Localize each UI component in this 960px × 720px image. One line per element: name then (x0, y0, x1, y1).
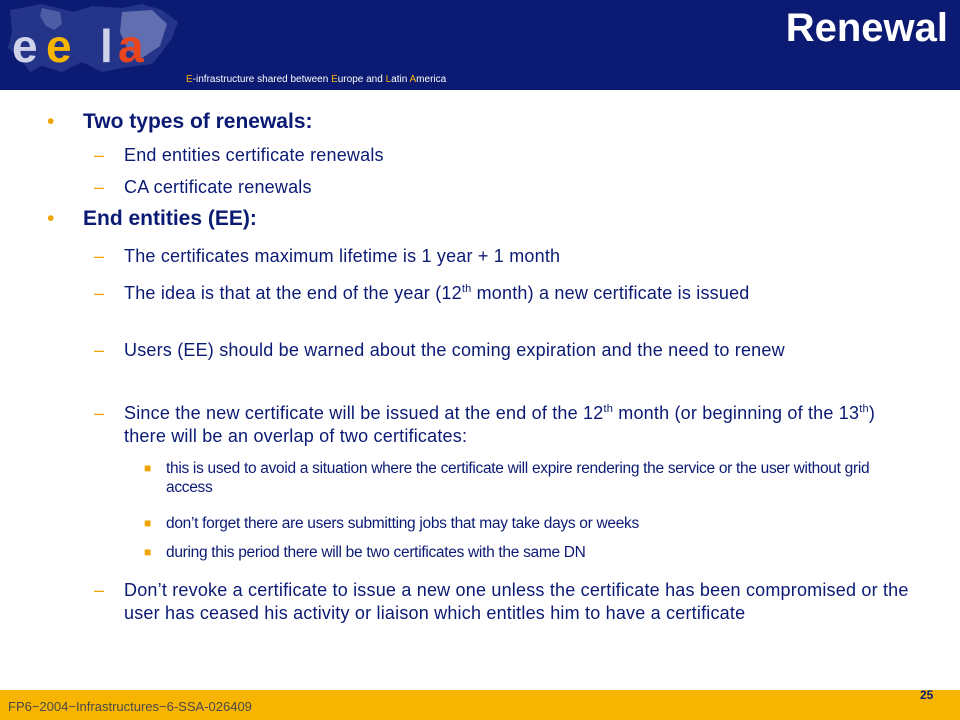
svg-text:a: a (118, 20, 144, 72)
tagline-part: L (385, 74, 392, 85)
bullet-text-segment: month) a new certificate is issued (471, 283, 750, 303)
header-bar (0, 0, 960, 90)
tagline-part: urope and (337, 74, 386, 85)
bullet-level-2 (94, 339, 914, 362)
bullet-level-2 (94, 176, 914, 199)
bullet-marker: • (47, 207, 55, 230)
bullet-text-segment: Since the new certificate will be issued at the end of the 12 (124, 403, 604, 423)
tagline (186, 74, 446, 85)
bullet-text: during this period there will be two certificates with the same DN (166, 544, 586, 561)
bullet-level-1 (47, 110, 313, 134)
bullet-level-2 (94, 282, 914, 305)
bullet-text: End entities (EE): (83, 207, 257, 230)
svg-text:e: e (12, 20, 38, 72)
bullet-level-2 (94, 144, 914, 167)
superscript: th (603, 403, 614, 415)
bullet-level-3 (144, 459, 906, 497)
bullet-level-3 (144, 514, 906, 533)
bullet-text: Users (EE) should be warned about the coming expiration and the need to renew (124, 340, 785, 360)
bullet-marker: – (94, 145, 105, 165)
page-number: 25 (920, 688, 934, 702)
bullet-level-2 (94, 402, 914, 448)
superscript: th (461, 283, 472, 295)
svg-text:l: l (100, 20, 113, 72)
tagline-part: atin (391, 74, 410, 85)
tagline-part: E (186, 74, 193, 85)
bullet-level-2 (94, 245, 914, 268)
bullet-level-2 (94, 579, 914, 625)
bullet-marker: – (94, 246, 105, 266)
bullet-marker: ■ (144, 545, 151, 559)
bullet-marker: – (94, 283, 105, 303)
bullet-marker: • (47, 110, 55, 133)
bullet-text: this is used to avoid a situation where the certificate will expire rendering the service or the user without grid access (166, 460, 870, 496)
bullet-text: Don’t revoke a certificate to issue a new one unless the certificate has been compromised or the user has ceased his activity or liaison which entitles him to have a certificate (124, 580, 909, 623)
bullet-text-segment: month (or beginning of the 13 (613, 403, 860, 423)
svg-text:e: e (46, 20, 72, 72)
bullet-text-segment: ) there will be an overlap of two certificates: (124, 403, 876, 446)
bullet-marker: – (94, 403, 105, 423)
slide-title: Renewal (785, 6, 948, 50)
bullet-text: don’t forget there are users submitting jobs that may take days or weeks (166, 515, 639, 532)
eela-logo-icon (2, 2, 187, 76)
tagline-part: A (409, 74, 417, 85)
bullet-level-3 (144, 543, 906, 562)
bullet-text-segment: The idea is that at the end of the year (12 (124, 283, 462, 303)
bullet-text: CA certificate renewals (124, 177, 312, 197)
bullet-marker: – (94, 580, 105, 600)
footer-project-code: FP6−2004−Infrastructures−6-SSA-026409 (8, 699, 252, 714)
bullet-text: The certificates maximum lifetime is 1 year + 1 month (124, 246, 561, 266)
bullet-level-1 (47, 207, 257, 231)
bullet-text: Two types of renewals: (83, 110, 313, 133)
bullet-marker: ■ (144, 461, 151, 475)
tagline-part: -infrastructure shared between (192, 74, 332, 85)
superscript: th (859, 403, 869, 415)
tagline-part: merica (416, 74, 447, 85)
tagline-part: E (331, 74, 338, 85)
bullet-marker: ■ (144, 516, 151, 530)
bullet-marker: – (94, 340, 105, 360)
bullet-text: End entities certificate renewals (124, 145, 384, 165)
footer-bar (0, 690, 960, 720)
bullet-marker: – (94, 177, 105, 197)
